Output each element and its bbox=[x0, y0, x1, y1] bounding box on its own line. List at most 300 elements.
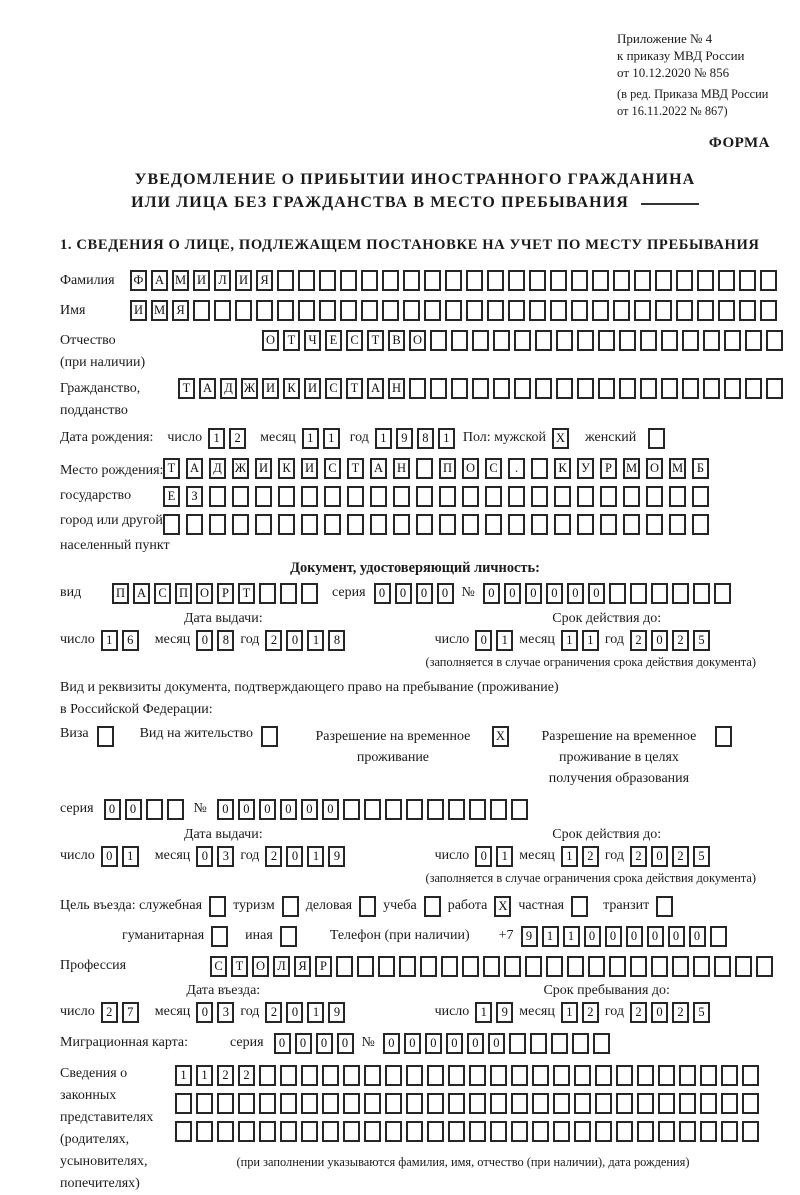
char-cell[interactable]: 0 bbox=[651, 1002, 668, 1023]
char-cell[interactable]: 0 bbox=[504, 583, 521, 604]
char-cell[interactable] bbox=[448, 1121, 465, 1142]
char-cell[interactable]: 1 bbox=[475, 1002, 492, 1023]
char-cell[interactable] bbox=[616, 1121, 633, 1142]
char-cell[interactable] bbox=[760, 270, 777, 291]
char-cell[interactable] bbox=[634, 270, 651, 291]
char-cell[interactable] bbox=[598, 330, 615, 351]
char-cell[interactable]: А bbox=[151, 270, 168, 291]
purpose-private-checkbox[interactable] bbox=[571, 896, 588, 917]
char-cell[interactable]: 9 bbox=[396, 428, 413, 449]
char-cell[interactable] bbox=[277, 270, 294, 291]
char-cell[interactable] bbox=[469, 1121, 486, 1142]
char-cell[interactable]: 5 bbox=[693, 846, 710, 867]
purpose-official-checkbox[interactable] bbox=[209, 896, 226, 917]
char-cell[interactable] bbox=[616, 1065, 633, 1086]
char-cell[interactable]: 1 bbox=[561, 846, 578, 867]
purpose-tourism-checkbox[interactable] bbox=[282, 896, 299, 917]
char-cell[interactable] bbox=[546, 956, 563, 977]
char-cell[interactable] bbox=[511, 1065, 528, 1086]
char-cell[interactable] bbox=[598, 378, 615, 399]
doc-number-cells[interactable] bbox=[483, 583, 731, 604]
char-cell[interactable]: 9 bbox=[328, 846, 345, 867]
char-cell[interactable]: Д bbox=[220, 378, 237, 399]
char-cell[interactable]: 2 bbox=[582, 1002, 599, 1023]
mig-series-cells[interactable] bbox=[274, 1033, 354, 1054]
char-cell[interactable] bbox=[403, 300, 420, 321]
char-cell[interactable]: 2 bbox=[582, 846, 599, 867]
char-cell[interactable]: 1 bbox=[542, 926, 559, 947]
char-cell[interactable]: 1 bbox=[496, 630, 513, 651]
char-cell[interactable] bbox=[343, 1121, 360, 1142]
char-cell[interactable]: 2 bbox=[672, 1002, 689, 1023]
char-cell[interactable]: 1 bbox=[307, 1002, 324, 1023]
char-cell[interactable]: 0 bbox=[217, 799, 234, 820]
char-cell[interactable] bbox=[278, 514, 295, 535]
char-cell[interactable]: Т bbox=[231, 956, 248, 977]
char-cell[interactable] bbox=[370, 486, 387, 507]
res-series-cells[interactable] bbox=[104, 799, 184, 820]
char-cell[interactable] bbox=[655, 300, 672, 321]
char-cell[interactable] bbox=[445, 270, 462, 291]
char-cell[interactable] bbox=[550, 300, 567, 321]
char-cell[interactable] bbox=[525, 956, 542, 977]
char-cell[interactable] bbox=[669, 514, 686, 535]
purpose-transit-checkbox[interactable] bbox=[656, 896, 673, 917]
char-cell[interactable] bbox=[556, 378, 573, 399]
id-issue-month-cells[interactable] bbox=[196, 630, 234, 651]
char-cell[interactable] bbox=[724, 378, 741, 399]
char-cell[interactable]: М bbox=[669, 458, 686, 479]
char-cell[interactable]: 1 bbox=[561, 1002, 578, 1023]
char-cell[interactable] bbox=[718, 270, 735, 291]
char-cell[interactable]: 0 bbox=[259, 799, 276, 820]
char-cell[interactable] bbox=[724, 330, 741, 351]
char-cell[interactable] bbox=[186, 514, 203, 535]
char-cell[interactable]: С bbox=[346, 330, 363, 351]
char-cell[interactable] bbox=[637, 1121, 654, 1142]
char-cell[interactable]: 1 bbox=[496, 846, 513, 867]
char-cell[interactable] bbox=[319, 270, 336, 291]
profession-cells[interactable] bbox=[210, 956, 773, 977]
char-cell[interactable]: 0 bbox=[101, 846, 118, 867]
char-cell[interactable] bbox=[322, 1065, 339, 1086]
char-cell[interactable] bbox=[211, 926, 228, 947]
char-cell[interactable]: О bbox=[196, 583, 213, 604]
birthplace-cells-row2[interactable] bbox=[163, 486, 709, 507]
doc-series-cells[interactable] bbox=[374, 583, 454, 604]
char-cell[interactable] bbox=[721, 1093, 738, 1114]
char-cell[interactable]: 9 bbox=[521, 926, 538, 947]
char-cell[interactable] bbox=[656, 896, 673, 917]
char-cell[interactable] bbox=[588, 956, 605, 977]
char-cell[interactable] bbox=[301, 1065, 318, 1086]
char-cell[interactable]: Р bbox=[315, 956, 332, 977]
char-cell[interactable]: 0 bbox=[295, 1033, 312, 1054]
char-cell[interactable] bbox=[403, 270, 420, 291]
char-cell[interactable]: Т bbox=[367, 330, 384, 351]
char-cell[interactable] bbox=[735, 956, 752, 977]
char-cell[interactable] bbox=[487, 270, 504, 291]
char-cell[interactable] bbox=[209, 486, 226, 507]
char-cell[interactable] bbox=[679, 1121, 696, 1142]
char-cell[interactable] bbox=[574, 1121, 591, 1142]
char-cell[interactable] bbox=[167, 799, 184, 820]
res-valid-day-cells[interactable] bbox=[475, 846, 513, 867]
char-cell[interactable]: И bbox=[130, 300, 147, 321]
char-cell[interactable] bbox=[756, 956, 773, 977]
char-cell[interactable] bbox=[343, 1093, 360, 1114]
char-cell[interactable]: X bbox=[492, 726, 509, 747]
char-cell[interactable]: Е bbox=[163, 486, 180, 507]
doc-kind-cells[interactable] bbox=[112, 583, 318, 604]
char-cell[interactable] bbox=[658, 1093, 675, 1114]
birth-day-cells[interactable] bbox=[208, 428, 246, 449]
char-cell[interactable]: О bbox=[262, 330, 279, 351]
char-cell[interactable] bbox=[739, 300, 756, 321]
char-cell[interactable] bbox=[554, 514, 571, 535]
char-cell[interactable] bbox=[511, 1093, 528, 1114]
char-cell[interactable] bbox=[487, 300, 504, 321]
char-cell[interactable] bbox=[571, 896, 588, 917]
char-cell[interactable] bbox=[364, 1121, 381, 1142]
char-cell[interactable] bbox=[469, 1093, 486, 1114]
char-cell[interactable] bbox=[336, 956, 353, 977]
char-cell[interactable] bbox=[439, 486, 456, 507]
char-cell[interactable]: О bbox=[252, 956, 269, 977]
char-cell[interactable]: З bbox=[186, 486, 203, 507]
char-cell[interactable]: 0 bbox=[196, 1002, 213, 1023]
char-cell[interactable] bbox=[277, 300, 294, 321]
char-cell[interactable] bbox=[634, 300, 651, 321]
char-cell[interactable]: 0 bbox=[584, 926, 601, 947]
char-cell[interactable]: 2 bbox=[672, 846, 689, 867]
char-cell[interactable]: А bbox=[133, 583, 150, 604]
char-cell[interactable] bbox=[692, 486, 709, 507]
char-cell[interactable] bbox=[301, 486, 318, 507]
char-cell[interactable]: X bbox=[552, 428, 569, 449]
char-cell[interactable] bbox=[255, 514, 272, 535]
char-cell[interactable]: 0 bbox=[238, 799, 255, 820]
char-cell[interactable] bbox=[441, 956, 458, 977]
char-cell[interactable] bbox=[416, 486, 433, 507]
char-cell[interactable] bbox=[238, 1093, 255, 1114]
char-cell[interactable]: 0 bbox=[286, 630, 303, 651]
temp-permit-checkbox[interactable] bbox=[492, 726, 509, 747]
char-cell[interactable] bbox=[472, 330, 489, 351]
char-cell[interactable] bbox=[448, 1093, 465, 1114]
char-cell[interactable]: 0 bbox=[383, 1033, 400, 1054]
char-cell[interactable]: А bbox=[367, 378, 384, 399]
char-cell[interactable] bbox=[196, 1093, 213, 1114]
char-cell[interactable] bbox=[217, 1093, 234, 1114]
char-cell[interactable] bbox=[553, 1093, 570, 1114]
char-cell[interactable]: С bbox=[154, 583, 171, 604]
res-valid-month-cells[interactable] bbox=[561, 846, 599, 867]
char-cell[interactable]: И bbox=[193, 270, 210, 291]
char-cell[interactable]: 0 bbox=[404, 1033, 421, 1054]
char-cell[interactable] bbox=[424, 300, 441, 321]
char-cell[interactable] bbox=[439, 514, 456, 535]
char-cell[interactable]: 0 bbox=[689, 926, 706, 947]
char-cell[interactable] bbox=[531, 458, 548, 479]
char-cell[interactable] bbox=[703, 330, 720, 351]
char-cell[interactable]: 0 bbox=[488, 1033, 505, 1054]
char-cell[interactable] bbox=[714, 583, 731, 604]
char-cell[interactable] bbox=[504, 956, 521, 977]
char-cell[interactable] bbox=[529, 270, 546, 291]
char-cell[interactable] bbox=[385, 1065, 402, 1086]
char-cell[interactable] bbox=[710, 926, 727, 947]
char-cell[interactable] bbox=[700, 1121, 717, 1142]
char-cell[interactable] bbox=[280, 926, 297, 947]
char-cell[interactable] bbox=[577, 378, 594, 399]
char-cell[interactable] bbox=[637, 1093, 654, 1114]
char-cell[interactable]: И bbox=[235, 270, 252, 291]
char-cell[interactable] bbox=[721, 1121, 738, 1142]
char-cell[interactable] bbox=[508, 486, 525, 507]
char-cell[interactable] bbox=[508, 270, 525, 291]
char-cell[interactable] bbox=[399, 956, 416, 977]
char-cell[interactable] bbox=[469, 799, 486, 820]
char-cell[interactable] bbox=[490, 1093, 507, 1114]
char-cell[interactable] bbox=[703, 378, 720, 399]
char-cell[interactable]: 9 bbox=[496, 1002, 513, 1023]
char-cell[interactable] bbox=[364, 1093, 381, 1114]
char-cell[interactable] bbox=[692, 514, 709, 535]
char-cell[interactable]: 2 bbox=[265, 1002, 282, 1023]
char-cell[interactable] bbox=[532, 1121, 549, 1142]
char-cell[interactable]: Т bbox=[283, 330, 300, 351]
char-cell[interactable] bbox=[697, 270, 714, 291]
char-cell[interactable] bbox=[672, 583, 689, 604]
entry-day-cells[interactable] bbox=[101, 1002, 139, 1023]
char-cell[interactable] bbox=[280, 583, 297, 604]
char-cell[interactable] bbox=[340, 300, 357, 321]
char-cell[interactable] bbox=[298, 270, 315, 291]
char-cell[interactable] bbox=[672, 956, 689, 977]
char-cell[interactable]: 1 bbox=[208, 428, 225, 449]
char-cell[interactable] bbox=[462, 514, 479, 535]
char-cell[interactable] bbox=[613, 270, 630, 291]
char-cell[interactable] bbox=[571, 270, 588, 291]
char-cell[interactable]: 2 bbox=[101, 1002, 118, 1023]
char-cell[interactable] bbox=[697, 300, 714, 321]
char-cell[interactable] bbox=[619, 378, 636, 399]
char-cell[interactable]: 1 bbox=[438, 428, 455, 449]
char-cell[interactable]: 1 bbox=[307, 846, 324, 867]
char-cell[interactable]: 1 bbox=[302, 428, 319, 449]
char-cell[interactable]: Т bbox=[346, 378, 363, 399]
char-cell[interactable] bbox=[175, 1121, 192, 1142]
char-cell[interactable] bbox=[715, 726, 732, 747]
char-cell[interactable] bbox=[393, 514, 410, 535]
char-cell[interactable] bbox=[490, 1121, 507, 1142]
char-cell[interactable]: О bbox=[409, 330, 426, 351]
char-cell[interactable] bbox=[493, 378, 510, 399]
char-cell[interactable]: 2 bbox=[630, 846, 647, 867]
char-cell[interactable] bbox=[511, 799, 528, 820]
char-cell[interactable]: Ч bbox=[304, 330, 321, 351]
char-cell[interactable]: 8 bbox=[417, 428, 434, 449]
char-cell[interactable]: 0 bbox=[286, 1002, 303, 1023]
char-cell[interactable] bbox=[445, 300, 462, 321]
char-cell[interactable] bbox=[571, 300, 588, 321]
phone-cells[interactable] bbox=[521, 926, 727, 947]
char-cell[interactable] bbox=[592, 270, 609, 291]
char-cell[interactable]: 0 bbox=[316, 1033, 333, 1054]
char-cell[interactable] bbox=[658, 1121, 675, 1142]
char-cell[interactable] bbox=[623, 486, 640, 507]
char-cell[interactable] bbox=[655, 270, 672, 291]
char-cell[interactable]: М bbox=[151, 300, 168, 321]
char-cell[interactable] bbox=[700, 1065, 717, 1086]
char-cell[interactable] bbox=[385, 1121, 402, 1142]
char-cell[interactable] bbox=[256, 300, 273, 321]
char-cell[interactable] bbox=[340, 270, 357, 291]
char-cell[interactable]: 0 bbox=[647, 926, 664, 947]
char-cell[interactable] bbox=[280, 1065, 297, 1086]
char-cell[interactable]: 1 bbox=[122, 846, 139, 867]
char-cell[interactable]: 0 bbox=[301, 799, 318, 820]
char-cell[interactable] bbox=[535, 378, 552, 399]
char-cell[interactable]: 1 bbox=[175, 1065, 192, 1086]
char-cell[interactable] bbox=[609, 583, 626, 604]
char-cell[interactable] bbox=[322, 1093, 339, 1114]
char-cell[interactable] bbox=[493, 330, 510, 351]
char-cell[interactable] bbox=[196, 1121, 213, 1142]
char-cell[interactable]: С bbox=[325, 378, 342, 399]
char-cell[interactable]: 1 bbox=[563, 926, 580, 947]
char-cell[interactable] bbox=[255, 486, 272, 507]
char-cell[interactable]: 2 bbox=[630, 630, 647, 651]
char-cell[interactable]: Л bbox=[273, 956, 290, 977]
char-cell[interactable] bbox=[646, 514, 663, 535]
char-cell[interactable] bbox=[424, 270, 441, 291]
char-cell[interactable] bbox=[485, 514, 502, 535]
id-valid-year-cells[interactable] bbox=[630, 630, 710, 651]
char-cell[interactable] bbox=[359, 896, 376, 917]
char-cell[interactable] bbox=[364, 1065, 381, 1086]
char-cell[interactable]: 2 bbox=[672, 630, 689, 651]
char-cell[interactable] bbox=[319, 300, 336, 321]
char-cell[interactable]: 0 bbox=[196, 630, 213, 651]
char-cell[interactable] bbox=[623, 514, 640, 535]
char-cell[interactable]: О bbox=[646, 458, 663, 479]
char-cell[interactable] bbox=[700, 1093, 717, 1114]
char-cell[interactable]: 2 bbox=[265, 630, 282, 651]
char-cell[interactable] bbox=[679, 1093, 696, 1114]
char-cell[interactable] bbox=[745, 330, 762, 351]
char-cell[interactable]: К bbox=[278, 458, 295, 479]
char-cell[interactable]: 2 bbox=[630, 1002, 647, 1023]
purpose-study-checkbox[interactable] bbox=[424, 896, 441, 917]
char-cell[interactable]: 1 bbox=[307, 630, 324, 651]
char-cell[interactable]: А bbox=[186, 458, 203, 479]
char-cell[interactable]: 5 bbox=[693, 630, 710, 651]
purpose-business-checkbox[interactable] bbox=[359, 896, 376, 917]
stay-month-cells[interactable] bbox=[561, 1002, 599, 1023]
char-cell[interactable] bbox=[97, 726, 114, 747]
res-number-cells[interactable] bbox=[217, 799, 528, 820]
char-cell[interactable]: Т bbox=[178, 378, 195, 399]
birthplace-cells-row3[interactable] bbox=[163, 514, 709, 535]
char-cell[interactable] bbox=[679, 1065, 696, 1086]
char-cell[interactable] bbox=[416, 514, 433, 535]
res-valid-year-cells[interactable] bbox=[630, 846, 710, 867]
char-cell[interactable] bbox=[531, 486, 548, 507]
char-cell[interactable]: 0 bbox=[196, 846, 213, 867]
char-cell[interactable]: П bbox=[175, 583, 192, 604]
char-cell[interactable] bbox=[577, 486, 594, 507]
char-cell[interactable]: 0 bbox=[416, 583, 433, 604]
char-cell[interactable]: 6 bbox=[122, 630, 139, 651]
char-cell[interactable] bbox=[406, 1121, 423, 1142]
char-cell[interactable] bbox=[640, 330, 657, 351]
char-cell[interactable] bbox=[483, 956, 500, 977]
char-cell[interactable] bbox=[630, 583, 647, 604]
char-cell[interactable]: 0 bbox=[322, 799, 339, 820]
char-cell[interactable] bbox=[554, 486, 571, 507]
char-cell[interactable] bbox=[760, 300, 777, 321]
char-cell[interactable] bbox=[532, 1065, 549, 1086]
char-cell[interactable]: У bbox=[577, 458, 594, 479]
char-cell[interactable]: П bbox=[112, 583, 129, 604]
char-cell[interactable]: 3 bbox=[217, 846, 234, 867]
char-cell[interactable] bbox=[669, 486, 686, 507]
char-cell[interactable] bbox=[298, 300, 315, 321]
char-cell[interactable] bbox=[301, 1093, 318, 1114]
char-cell[interactable] bbox=[490, 799, 507, 820]
char-cell[interactable] bbox=[175, 1093, 192, 1114]
char-cell[interactable] bbox=[406, 799, 423, 820]
char-cell[interactable] bbox=[448, 1065, 465, 1086]
char-cell[interactable]: 0 bbox=[651, 630, 668, 651]
char-cell[interactable] bbox=[651, 956, 668, 977]
char-cell[interactable]: 7 bbox=[122, 1002, 139, 1023]
char-cell[interactable] bbox=[766, 378, 783, 399]
char-cell[interactable]: 0 bbox=[483, 583, 500, 604]
char-cell[interactable] bbox=[530, 1033, 547, 1054]
char-cell[interactable]: М bbox=[172, 270, 189, 291]
char-cell[interactable]: 0 bbox=[425, 1033, 442, 1054]
char-cell[interactable] bbox=[146, 799, 163, 820]
char-cell[interactable] bbox=[357, 956, 374, 977]
char-cell[interactable]: Н bbox=[388, 378, 405, 399]
char-cell[interactable] bbox=[472, 378, 489, 399]
char-cell[interactable]: 0 bbox=[446, 1033, 463, 1054]
residence-permit-checkbox[interactable] bbox=[261, 726, 278, 747]
char-cell[interactable]: Б bbox=[692, 458, 709, 479]
char-cell[interactable]: С bbox=[485, 458, 502, 479]
char-cell[interactable] bbox=[451, 330, 468, 351]
char-cell[interactable] bbox=[600, 486, 617, 507]
char-cell[interactable] bbox=[693, 583, 710, 604]
res-issue-month-cells[interactable] bbox=[196, 846, 234, 867]
char-cell[interactable]: 0 bbox=[525, 583, 542, 604]
char-cell[interactable]: 5 bbox=[693, 1002, 710, 1023]
char-cell[interactable]: 0 bbox=[286, 846, 303, 867]
char-cell[interactable] bbox=[567, 956, 584, 977]
char-cell[interactable] bbox=[301, 514, 318, 535]
char-cell[interactable]: С bbox=[210, 956, 227, 977]
char-cell[interactable] bbox=[232, 486, 249, 507]
char-cell[interactable] bbox=[745, 378, 762, 399]
char-cell[interactable] bbox=[535, 330, 552, 351]
char-cell[interactable] bbox=[385, 799, 402, 820]
visa-checkbox[interactable] bbox=[97, 726, 114, 747]
char-cell[interactable] bbox=[531, 514, 548, 535]
char-cell[interactable] bbox=[364, 799, 381, 820]
